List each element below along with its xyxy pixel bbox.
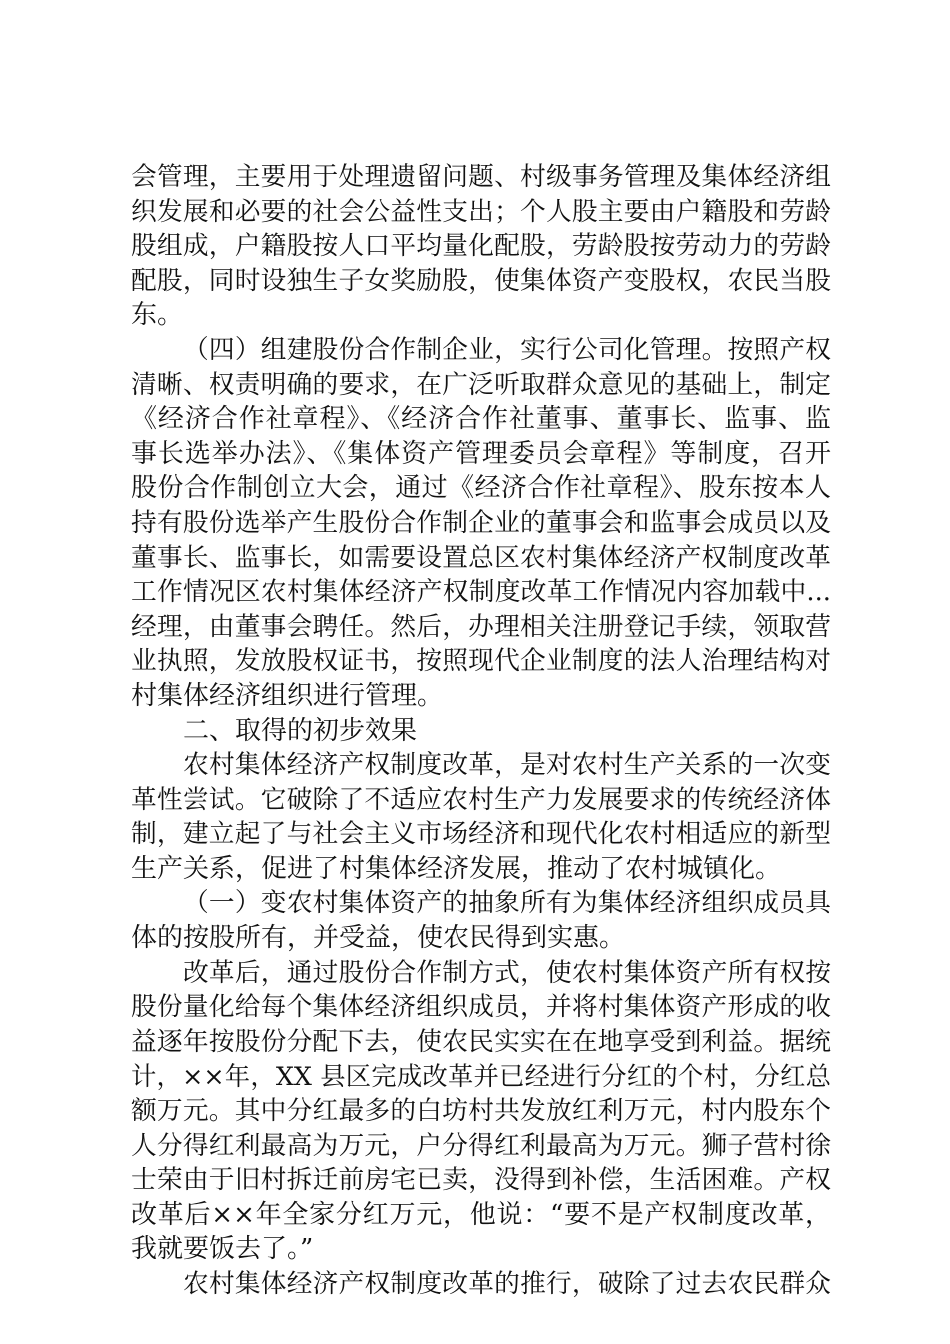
text-line: 额万元。其中分红最多的白坊村共发放红利万元，村内股东个: [131, 1096, 831, 1127]
text-line: 农村集体经济产权制度改革的推行，破除了过去农民群众: [183, 1269, 831, 1299]
text-line: 人分得红利最高为万元，户分得红利最高为万元。狮子营村徐: [131, 1130, 831, 1161]
text-line: 业执照，发放股权证书，按照现代企业制度的法人治理结构对: [131, 646, 831, 677]
text-line: 事长选举办法》、《集体资产管理委员会章程》等制度，召开: [131, 438, 831, 469]
text-line: 东。: [131, 300, 184, 331]
text-line: 农村集体经济产权制度改革，是对农村生产关系的一次变: [183, 750, 831, 781]
text-line: 计，××年，XX 县区完成改革并已经进行分红的个村，分红总: [131, 1061, 831, 1092]
text-line: 股组成，户籍股按人口平均量化配股，劳龄股按劳动力的劳龄: [131, 231, 831, 262]
document-body: [131, 160, 831, 1302]
text-line: 益逐年按股份分配下去，使农民实实在在地享受到利益。据统: [131, 1026, 831, 1057]
text-line: 董事长、监事长，如需要设置总区农村集体经济产权制度改革: [131, 542, 831, 573]
text-line: 清晰、权责明确的要求，在广泛听取群众意见的基础上，制定: [131, 369, 831, 400]
text-line: 革性尝试。它破除了不适应农村生产力发展要求的传统经济体: [131, 784, 831, 815]
text-line: 股份合作制创立大会，通过《经济合作社章程》、股东按本人: [131, 473, 831, 504]
text-line: 持有股份选举产生股份合作制企业的董事会和监事会成员以及: [131, 507, 831, 538]
text-line: （四）组建股份合作制企业，实行公司化管理。按照产权: [183, 334, 831, 365]
text-line: 工作情况区农村集体经济产权制度改革工作情况内容加载中...: [131, 577, 831, 608]
text-line: 股份量化给每个集体经济组织成员，并将村集体资产形成的收: [131, 992, 831, 1023]
text-line: 制，建立起了与社会主义市场经济和现代化农村相适应的新型: [131, 819, 831, 850]
text-line: 会管理，主要用于处理遗留问题、村级事务管理及集体经济组: [131, 162, 831, 192]
text-line: 体的按股所有，并受益，使农民得到实惠。: [131, 923, 626, 954]
text-line: （一）变农村集体资产的抽象所有为集体经济组织成员具: [183, 888, 831, 919]
text-line: 士荣由于旧村拆迁前房宅已卖，没得到补偿，生活困难。产权: [131, 1165, 831, 1196]
text-line: 改革后××年全家分红万元，他说：“要不是产权制度改革，: [131, 1199, 831, 1230]
text-line: 我就要饭去了。”: [131, 1234, 314, 1265]
text-line: 经理，由董事会聘任。然后，办理相关注册登记手续，领取营: [131, 611, 831, 642]
text-line: 村集体经济组织进行管理。: [131, 680, 444, 711]
text-line: 《经济合作社章程》、《经济合作社董事、董事长、监事、监: [131, 404, 831, 435]
text-line: 织发展和必要的社会公益性支出；个人股主要由户籍股和劳龄: [131, 196, 831, 227]
text-line: 改革后，通过股份合作制方式，使农村集体资产所有权按: [183, 957, 831, 988]
text-line: 配股，同时设独生子女奖励股，使集体资产变股权，农民当股: [131, 265, 831, 296]
text-line: 二、取得的初步效果: [183, 715, 418, 746]
text-line: 生产关系，促进了村集体经济发展，推动了农村城镇化。: [131, 853, 782, 884]
